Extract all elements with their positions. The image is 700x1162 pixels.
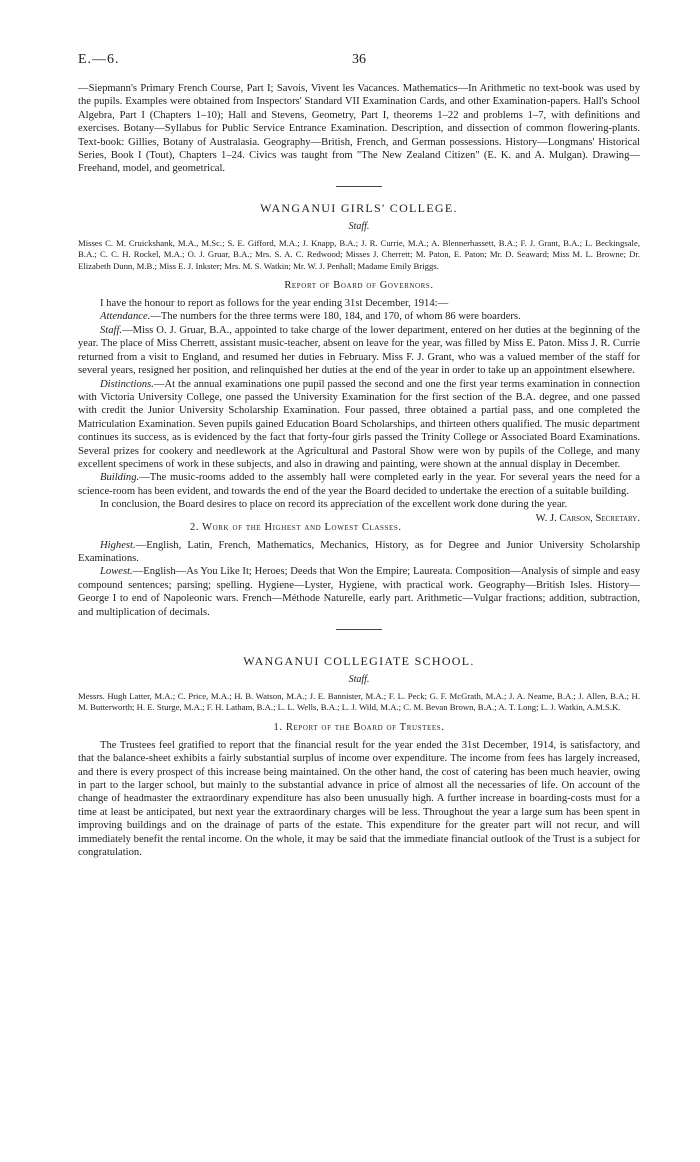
lowest-paragraph <box>78 565 640 619</box>
classes-work-heading: 2. Work of the Highest and Lowest Classes. <box>190 521 402 533</box>
building-label: Building. <box>100 472 140 484</box>
conclusion-paragraph <box>78 498 640 524</box>
girls-college-title: WANGANUI GIRLS' COLLEGE. <box>260 200 458 215</box>
staff-text: —Miss O. J. Gruar, B.A., appointed to take charge of the lower department, entered on her duties at the beginning of the year. The place of Miss Cherrett, assistant music-teacher, absent on leave for the year, was filled by Miss E. Paton. Miss J. R. Currie returned from a visit to England, and resumed her duties in February. Miss F. J. Grant, who was a valued member of the staff for several years, resigned her position, and relinquished her duties at the end of the year in order to take up an appointment elsewhere. <box>78 324 640 377</box>
lowest-label: Lowest. <box>100 566 133 578</box>
report-code: E.—6. <box>78 52 120 67</box>
lowest-text: —English—As You Like It; Heroes; Deeds that Won the Empire; Laureata. Composition—Analysis of simple and easy compound sentences; parsing; spelling. Hygiene—Lyster, Hygiene, with practical work. Geography—British Isles. History—George I to end of Napoleonic wars. French—Méthode Naturelle, early part. Arithmetic—Vulgar fractions; addition, subtraction, and multiplication of decimals. <box>78 566 640 618</box>
collegiate-staff-list: Messrs. Hugh Latter, M.A.; C. Price, M.A.; H. B. Watson, M.A.; J. E. Bannister, M.A.; F. L. Peck; G. F. McGrath, M.A.; J. A. Neame, B.A.; J. Allen, B.A.; H. M. Butterworth; H. E. Sturge, M.A.; F. H. Latham, B.A.; L. L. Wells, B.A.; L. J. Wild, M.A.; C. M. Bevan Brown, B.A.; A. T. Long; L. J. Watkin, A.M.S.K. <box>78 691 640 713</box>
collegiate-staff-heading: Staff. <box>348 674 370 685</box>
secretary-signature: W. J. Carson, Secretary. <box>535 512 640 524</box>
section-divider <box>336 629 382 630</box>
building-paragraph <box>78 471 640 498</box>
highest-label: Highest. <box>100 539 136 551</box>
curriculum-paragraph: —Siepmann's Primary French Course, Part I; Savois, Vivent les Vacances. Mathematics—In Arithmetic no text-book was used by the pupils. Examples were obtained from Inspectors' Standard VII Examination Cards, and other Examination-papers. Hall's School Algebra, Part I (Chapters 1–10); Hall and Stevens, Geometry, Part I, theorems 1–22 and problems 1–7, with definitions and exercises. Botany—Syllabus for Public Service Entrance Examination. Description, and dissection of common flowering-plants. Text-book: Gillies, Botany of Australasia. Geography—British, French, and German possessions. History—Longmans' Historical Series, Book I (Tout), Chapters 1–24. Civics was taught from "The New Zealand Citizen" (E. K. and A. Mulgan). Drawing—Freehand, model, and geometrical. <box>78 83 640 175</box>
trustees-report-paragraph: The Trustees feel gratified to report that the financial result for the year ended the 31st December, 1914, is satisfactory, and that the balance-sheet exhibits a fairly substantial surplus of income over expenditure. The income from fees has largely increased, and there is every prospect of this increase being maintained. On the other hand, the cost of catering has been much heavier, owing in part to the larger school, but mainly to the substantial advance in price of almost all the necessaries of life. On account of the change of headmaster the extraordinary expenditure has also been unusually high. A further increase in boarding-costs must for a time at least be anticipated, but next year the extraordinary charges will be less. Throughout the year a large sum has been spent in improving buildings and on the drainage of parts of the estate. This expenditure for the greater part will not recur, and will immediately benefit the rental income. On the whole, it may be said that the immediate financial outlook of the Trust is a subject for congratulation. <box>78 739 640 859</box>
girls-staff-heading: Staff. <box>348 220 370 232</box>
distinctions-text: —At the annual examinations one pupil passed the second and one the first year terms examination in connection with Victoria University College, one passed the University Examination for the first section of the B.A. degree, and one passed with credit the Junior University Scholarship Examination. Four passed, three obtained a partial pass, and one completed the Matriculation Examination. Seven pupils gained Education Board Scholarships, and thirteen others qualified. The music department continues its success, as is evidenced by the fact that forty-four girls passed the Trinity College or Associated Board Examinations. Several prizes for cookery and needlework at the Agricultural and Pastoral Show were won by pupils of the College, and many excellent specimens of work in these subjects, and also in drawing and painting, were shown at the annual display in December. <box>78 378 640 470</box>
conclusion-text: In conclusion, the Board desires to place on record its appreciation of the excellent work done during the year. <box>100 499 568 511</box>
attendance-label: Attendance. <box>100 311 151 323</box>
staff-label: Staff. <box>100 324 123 336</box>
girls-staff-list: Misses C. M. Cruickshank, M.A., M.Sc.; S. E. Gifford, M.A.; J. Knapp, B.A.; J. R. Currie, M.A.; A. Blennerhassett, B.A.; F. J. Grant, B.A.; L. Beckingsale, B.A.; C. C. H. Rockel, M.A.; O. J. Gruar, B.A.; Mrs. S. A. C. Redwood; Misses J. Cherrett; M. Paton, E. Paton; Mr. D. Seaward; Miss M. L. Browne; Dr. Elizabeth Dunn, M.B.; Miss E. J. Inkster; Mrs. M. S. Watkin; Mr. W. J. Penhall; Madame Emily Briggs. <box>78 237 640 271</box>
attendance-paragraph <box>78 310 640 323</box>
report-opening: I have the honour to report as follows for the year ending 31st December, 1914:— <box>100 298 449 310</box>
distinctions-paragraph <box>78 378 640 472</box>
spacer <box>78 644 640 654</box>
page-header <box>78 52 640 72</box>
staff-paragraph <box>78 324 640 378</box>
collegiate-school-title: WANGANUI COLLEGIATE SCHOOL. <box>243 654 475 668</box>
trustees-report-heading: 1. Report of the Board of Trustees. <box>273 721 445 733</box>
governors-report-heading: Report of Board of Governors. <box>284 280 434 292</box>
page-number: 36 <box>352 52 366 67</box>
building-text: —The music-rooms added to the assembly hall were completed early in the year. For several years the need for a science-room has been evident, and towards the end of the year the Board decided to undertake the erection of a suitable building. <box>78 472 640 497</box>
highest-paragraph <box>78 539 640 566</box>
section-divider <box>336 186 382 187</box>
attendance-text: —The numbers for the three terms were 180, 184, and 170, of whom 86 were boarders. <box>150 311 521 323</box>
highest-text: —English, Latin, French, Mathematics, Mechanics, History, as for Degree and Junior University Scholarship Examinations. <box>78 539 640 564</box>
distinctions-label: Distinctions. <box>100 378 154 390</box>
